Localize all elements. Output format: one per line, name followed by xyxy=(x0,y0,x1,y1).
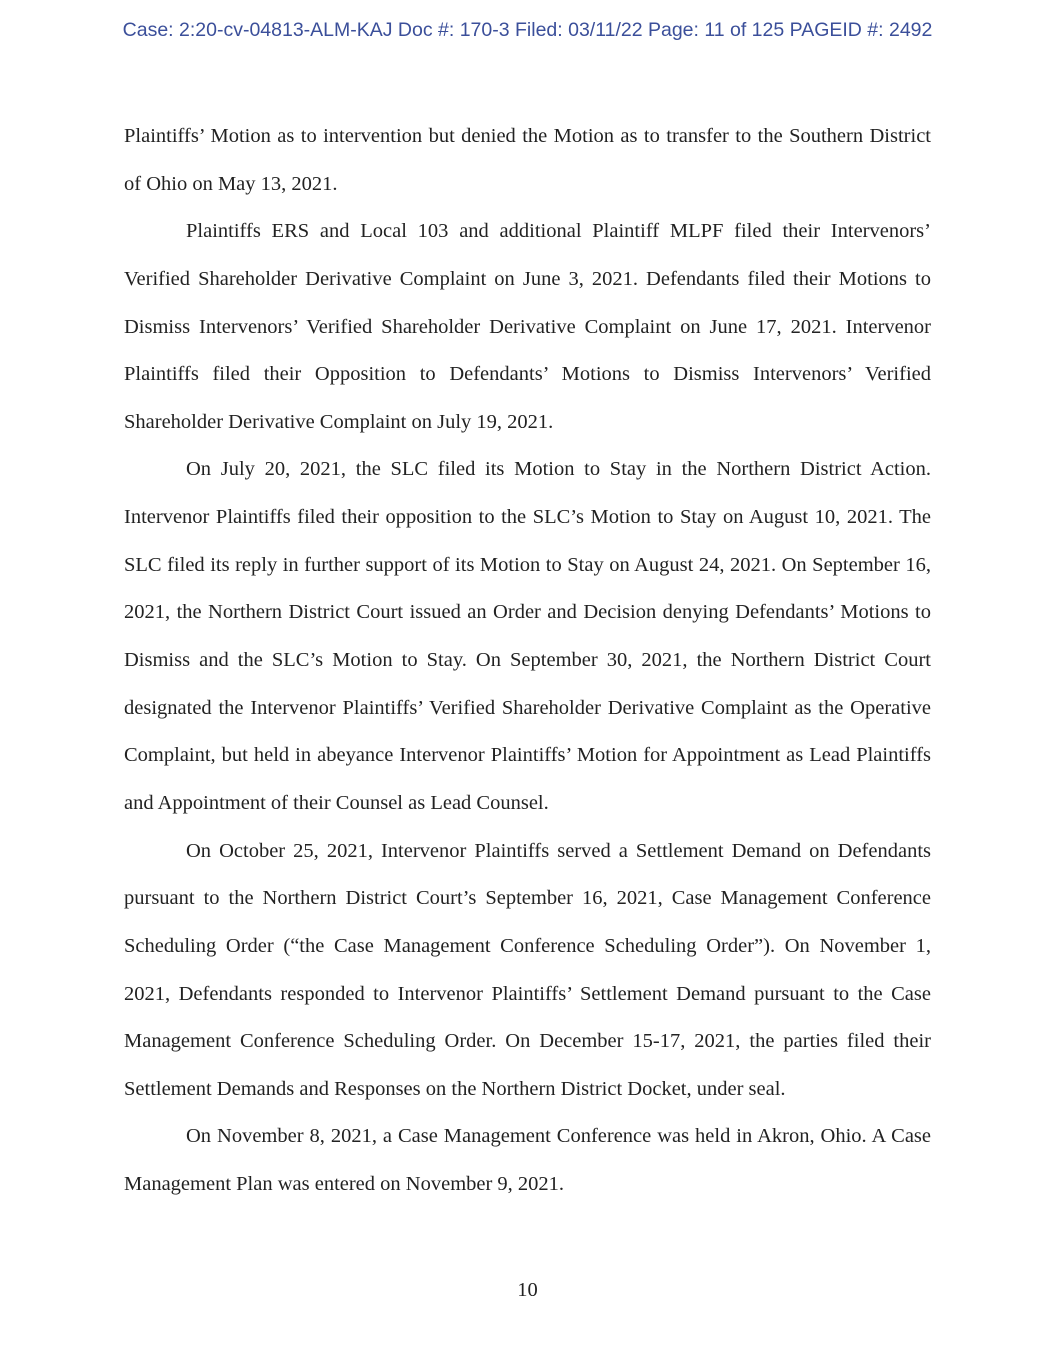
text-line: pursuant to the Northern District Court’s September 16, 2021, Case Management Conference xyxy=(124,887,931,910)
text-line: On July 20, 2021, the SLC filed its Motion to Stay in the Northern District Action. xyxy=(186,458,931,481)
text-line: Verified Shareholder Derivative Complaint on June 3, 2021. Defendants filed their Motions to xyxy=(124,267,931,290)
text-line: Management Conference Scheduling Order. On December 15-17, 2021, the parties filed their xyxy=(124,1030,931,1053)
text-line: Plaintiffs ERS and Local 103 and additional Plaintiff MLPF filed their Intervenors’ xyxy=(186,220,931,243)
paragraph xyxy=(124,454,931,835)
paragraph xyxy=(124,216,931,454)
text-line: Management Plan was entered on November 9, 2021. xyxy=(124,1173,565,1196)
text-line: Complaint, but held in abeyance Intervenor Plaintiffs’ Motion for Appointment as Lead Plaintiffs xyxy=(124,744,931,767)
paragraph xyxy=(124,1121,931,1216)
text-line: Dismiss Intervenors’ Verified Shareholder Derivative Complaint on June 17, 2021. Intervenor xyxy=(124,315,931,338)
page-number: 10 xyxy=(517,1279,538,1301)
text-line: On November 8, 2021, a Case Management Conference was held in Akron, Ohio. A Case xyxy=(186,1125,931,1148)
text-line: Intervenor Plaintiffs filed their opposition to the SLC’s Motion to Stay on August 10, 2021. The xyxy=(124,506,931,529)
text-line: designated the Intervenor Plaintiffs’ Verified Shareholder Derivative Complaint as the Operative xyxy=(124,696,931,719)
text-line: Settlement Demands and Responses on the Northern District Docket, under seal. xyxy=(124,1077,786,1100)
text-line: Dismiss and the SLC’s Motion to Stay. On September 30, 2021, the Northern District Court xyxy=(124,649,931,672)
text-line: On October 25, 2021, Intervenor Plaintiffs served a Settlement Demand on Defendants xyxy=(186,839,931,862)
text-line: Plaintiffs filed their Opposition to Defendants’ Motions to Dismiss Intervenors’ Verified xyxy=(124,363,931,386)
text-line: 2021, the Northern District Court issued an Order and Decision denying Defendants’ Motions to xyxy=(124,601,931,624)
text-line: Scheduling Order (“the Case Management Conference Scheduling Order”). On November 1, xyxy=(124,934,931,957)
text-line: Plaintiffs’ Motion as to intervention but denied the Motion as to transfer to the Southern District xyxy=(124,125,931,147)
paragraph xyxy=(124,121,931,216)
text-line: Shareholder Derivative Complaint on July 19, 2021. xyxy=(124,410,554,433)
paragraph xyxy=(124,836,931,1122)
case-header-stamp: Case: 2:20-cv-04813-ALM-KAJ Doc #: 170-3 Filed: 03/11/22 Page: 11 of 125 PAGEID #: 2492 xyxy=(122,19,933,41)
text-line: of Ohio on May 13, 2021. xyxy=(124,172,338,195)
text-line: SLC filed its reply in further support of its Motion to Stay on August 24, 2021. On September 16, xyxy=(124,553,931,576)
document-body xyxy=(124,121,931,1217)
text-line: and Appointment of their Counsel as Lead Counsel. xyxy=(124,791,549,814)
text-line: 2021, Defendants responded to Intervenor Plaintiffs’ Settlement Demand pursuant to the Case xyxy=(124,982,931,1005)
